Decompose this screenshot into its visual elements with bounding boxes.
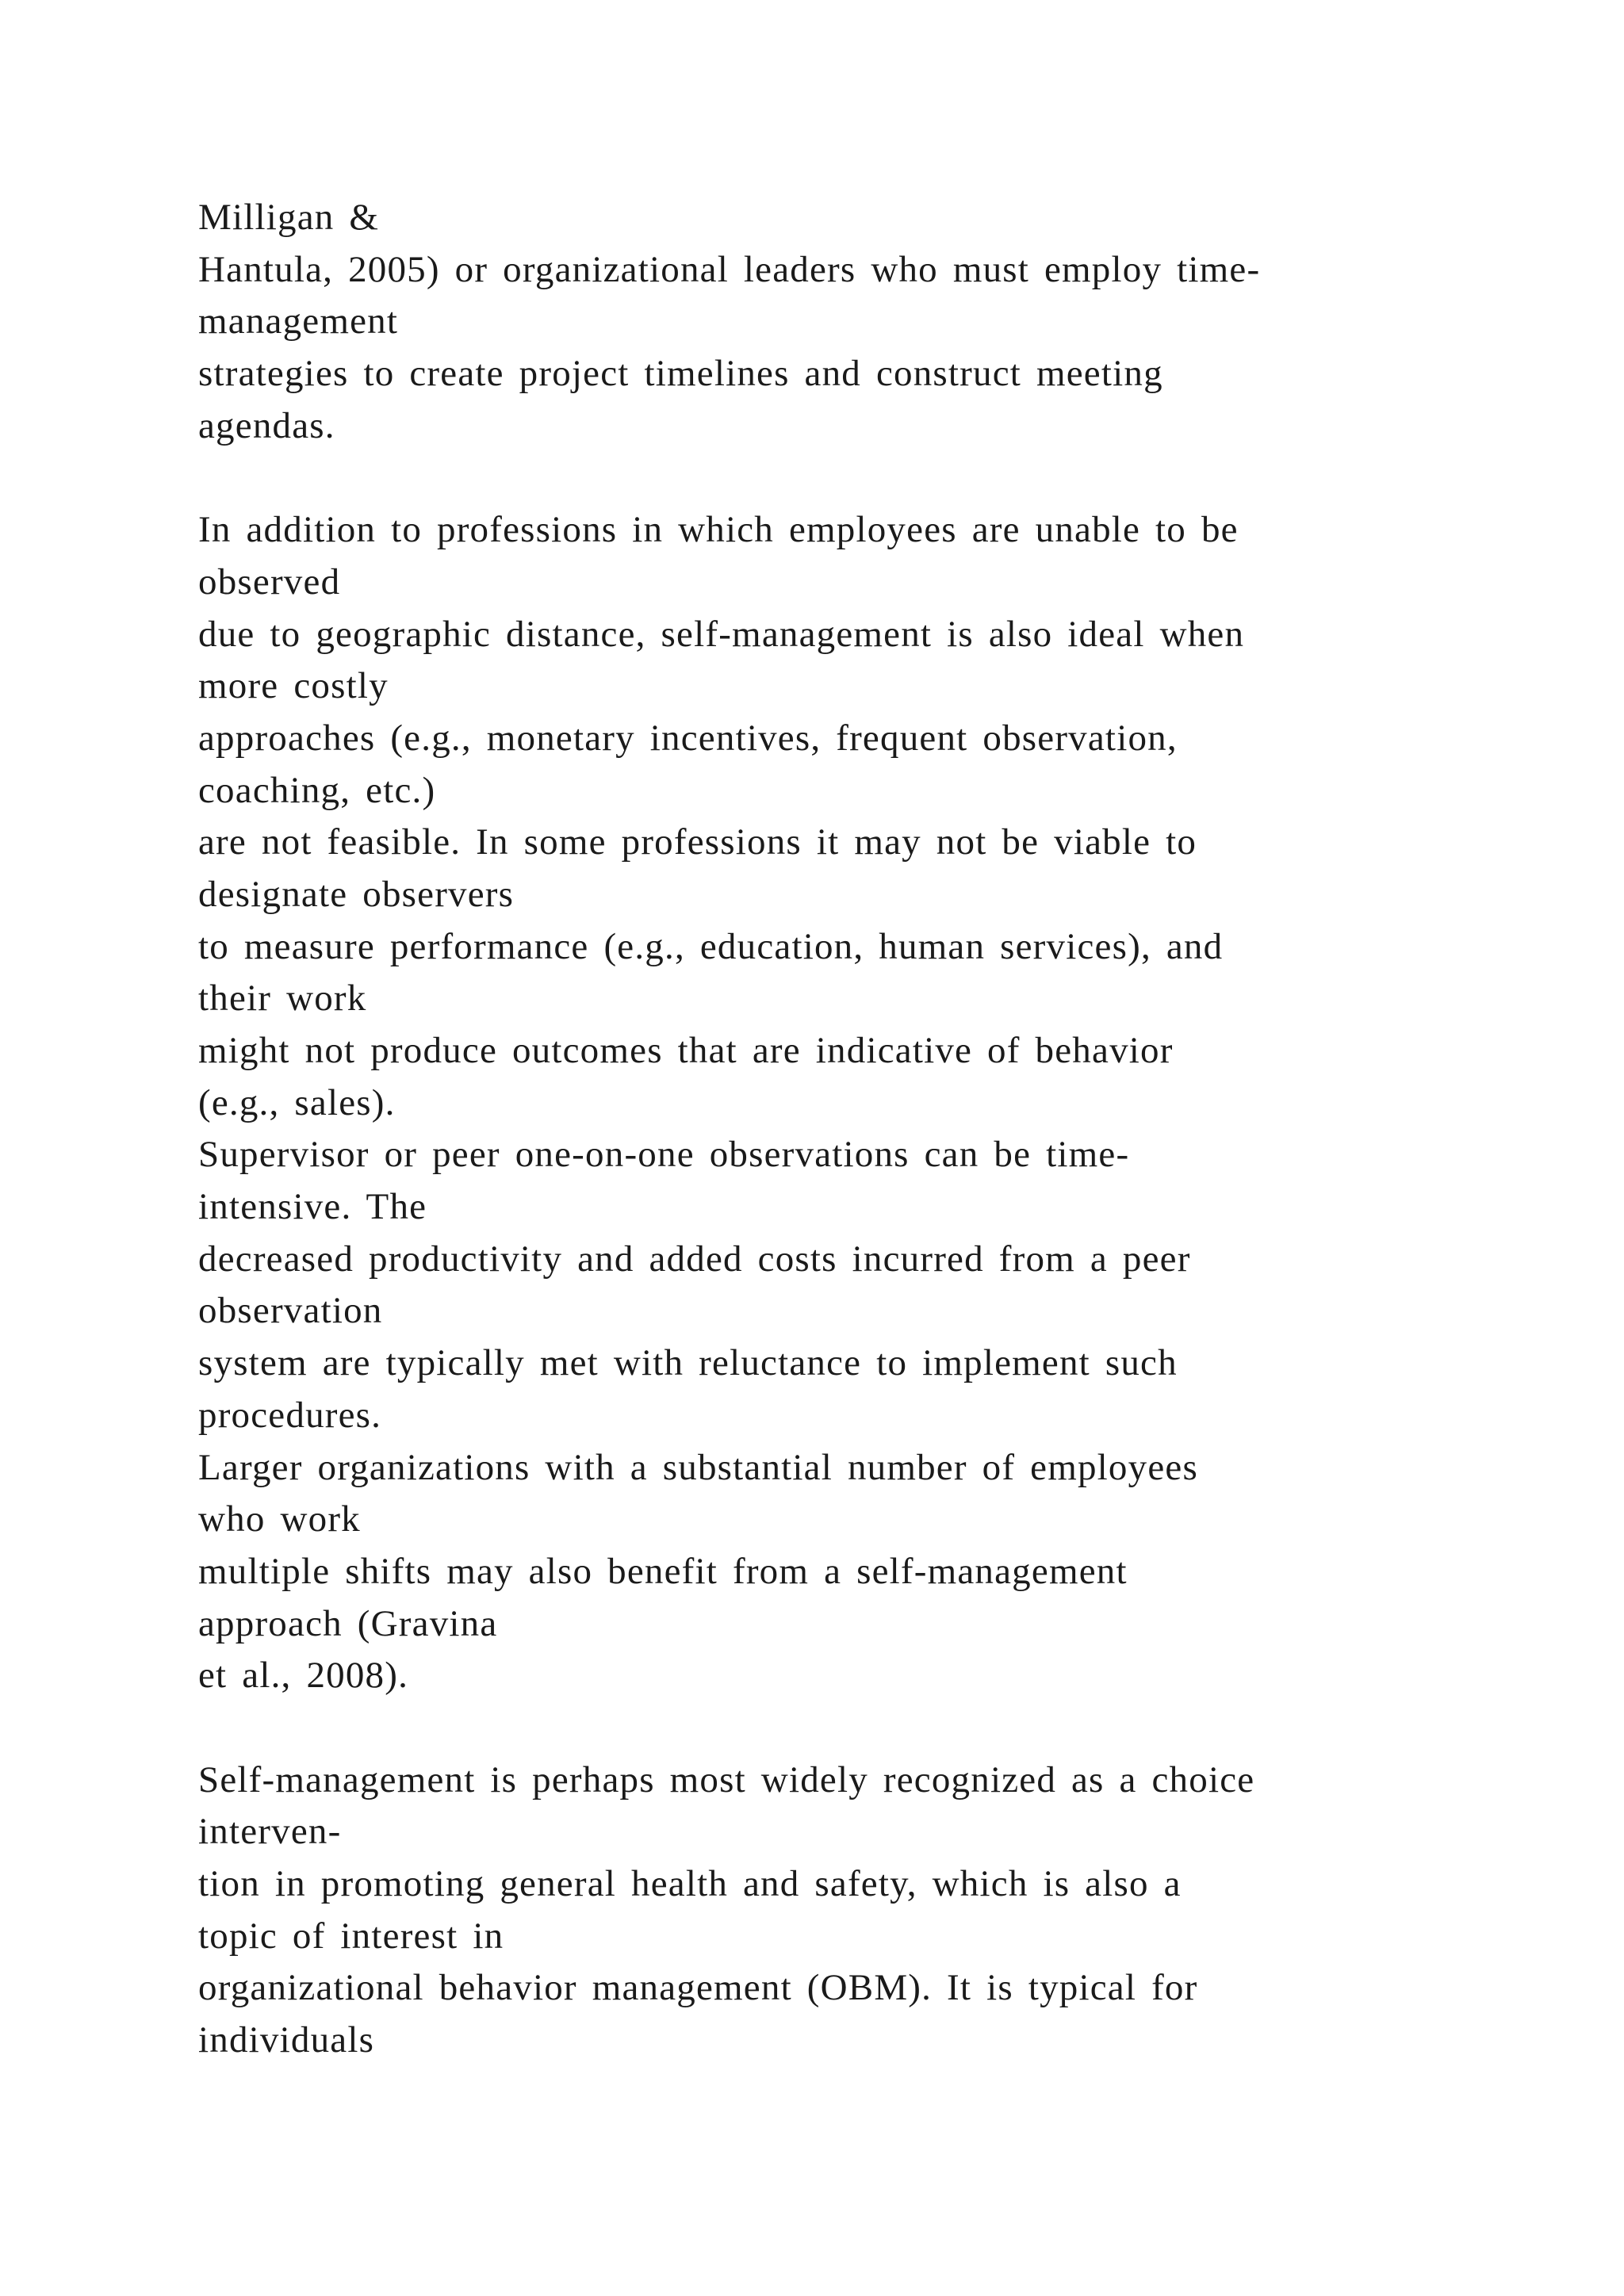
- text-line: more costly: [198, 665, 389, 707]
- text-line: intensive. The: [198, 1186, 427, 1228]
- text-line: system are typically met with reluctance to implement such: [198, 1342, 1178, 1384]
- text-line: strategies to create project timelines and construct meeting: [198, 353, 1163, 395]
- text-line: individuals: [198, 2019, 375, 2061]
- text-line: Larger organizations with a substantial number of employees: [198, 1446, 1198, 1488]
- text-line: designate observers: [198, 873, 515, 915]
- body-text: [198, 192, 1483, 2067]
- text-line: Self-management is perhaps most widely recognized as a choice: [198, 1758, 1255, 1800]
- text-line: their work: [198, 978, 367, 1020]
- text-line: coaching, etc.): [198, 769, 436, 811]
- text-line: Supervisor or peer one-on-one observations can be time-: [198, 1134, 1130, 1176]
- text-line: organizational behavior management (OBM). It is typical for: [198, 1967, 1198, 2009]
- text-line: interven-: [198, 1811, 342, 1853]
- text-line: approach (Gravina: [198, 1602, 498, 1644]
- text-line: due to geographic distance, self-management is also ideal when: [198, 613, 1245, 655]
- text-line: Milligan &: [198, 197, 380, 238]
- text-line: observed: [198, 561, 341, 603]
- text-line: multiple shifts may also benefit from a self-management: [198, 1550, 1128, 1592]
- text-line: observation: [198, 1290, 383, 1332]
- text-line: agendas.: [198, 404, 335, 446]
- paragraph-3: [198, 1755, 1483, 2067]
- text-line: might not produce outcomes that are indicative of behavior: [198, 1030, 1174, 1071]
- text-line: In addition to professions in which employees are unable to be: [198, 509, 1239, 551]
- text-line: decreased productivity and added costs incurred from a peer: [198, 1238, 1191, 1280]
- text-line: are not feasible. In some professions it may not be viable to: [198, 821, 1197, 863]
- text-line: topic of interest in: [198, 1915, 504, 1957]
- text-line: management: [198, 300, 399, 342]
- text-line: (e.g., sales).: [198, 1081, 396, 1123]
- text-line: et al., 2008).: [198, 1655, 409, 1697]
- text-line: Hantula, 2005) or organizational leaders who must employ time-: [198, 248, 1261, 290]
- text-line: approaches (e.g., monetary incentives, frequent observation,: [198, 717, 1178, 759]
- paragraph-gap: [198, 452, 1483, 504]
- paragraph-1: [198, 192, 1483, 452]
- text-line: who work: [198, 1498, 361, 1540]
- paragraph-2: [198, 504, 1483, 1702]
- text-line: to measure performance (e.g., education, human services), and: [198, 925, 1224, 967]
- text-line: tion in promoting general health and safety, which is also a: [198, 1863, 1182, 1904]
- paragraph-gap: [198, 1702, 1483, 1755]
- text-line: procedures.: [198, 1394, 382, 1436]
